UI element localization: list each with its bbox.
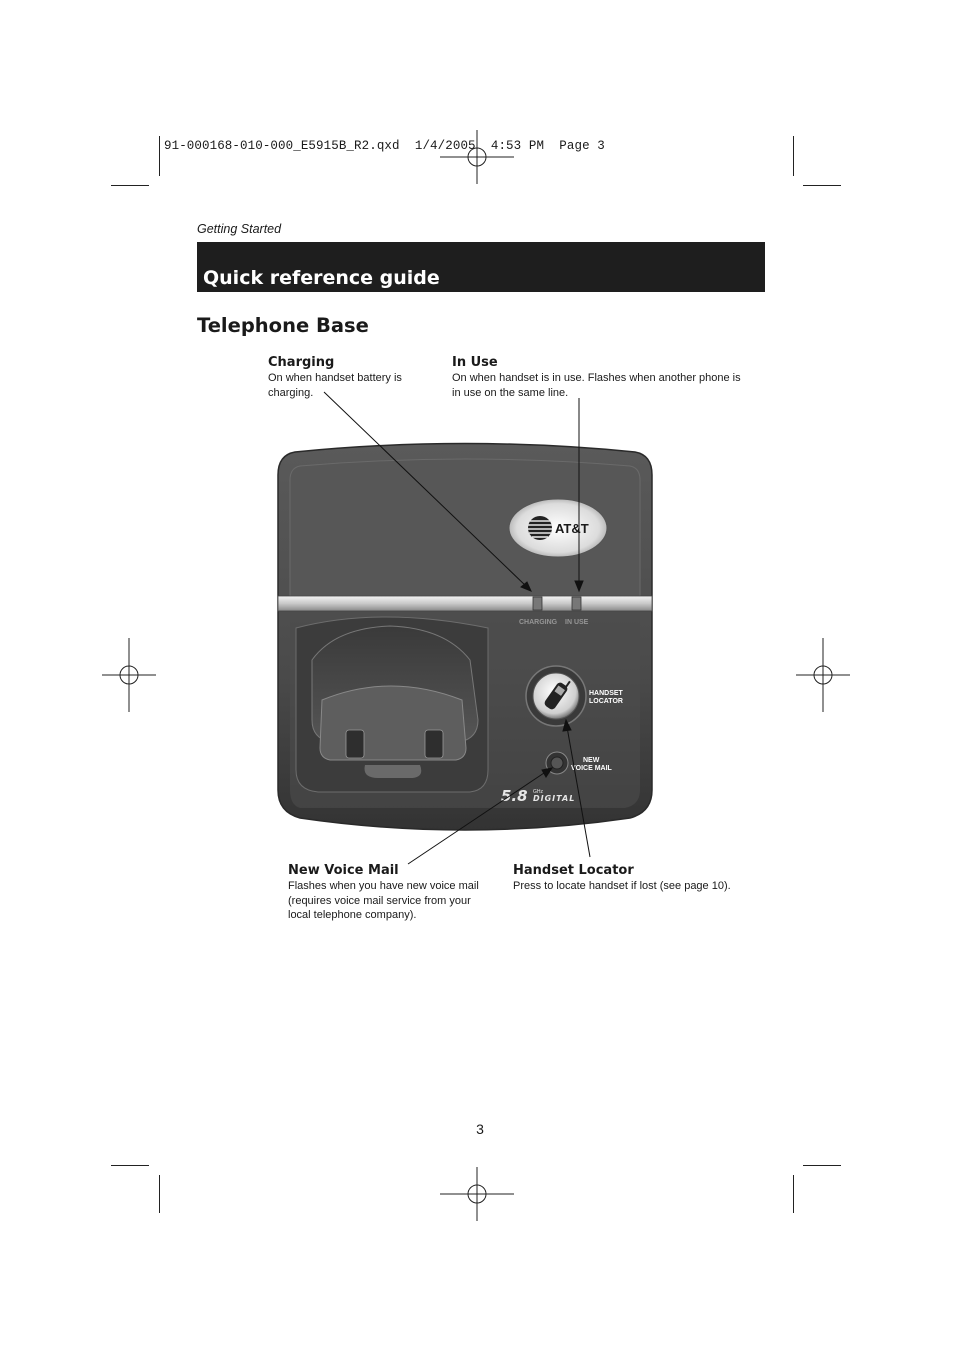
handset-locator-label-line1: HANDSET	[589, 690, 623, 697]
att-globe-icon	[528, 516, 552, 540]
model-suffix: DIGITAL	[533, 794, 576, 803]
in-use-led	[572, 597, 581, 610]
new-voice-mail-led	[551, 757, 563, 769]
model-number: 5.8	[501, 787, 528, 805]
callout-line: (requires voice mail service from your	[288, 894, 471, 907]
callout-line: On when handset battery is	[268, 372, 402, 384]
callout-line: On when handset is in use. Flashes when another phone is	[452, 372, 741, 384]
page-number: 3	[476, 1121, 484, 1137]
logo-text: AT&T	[555, 521, 589, 536]
callout-title: Handset Locator	[513, 863, 634, 878]
handset-locator-label-line2: LOCATOR	[589, 698, 623, 705]
handset-cradle	[296, 617, 488, 792]
charging-contact-left	[346, 730, 364, 758]
callout-line: charging.	[268, 386, 314, 399]
model-unit: GHz	[533, 789, 543, 795]
print-slug: 91-000168-010-000_E5915B_R2.qxd 1/4/2005 4:53 PM Page 3	[164, 139, 605, 153]
new-voice-mail-label-line1: NEW	[583, 757, 600, 764]
callout-line: Flashes when you have new voice mail	[288, 880, 479, 892]
callout-line: local telephone company).	[288, 909, 417, 921]
indicator-bar	[278, 596, 652, 611]
callout-title: Charging	[268, 355, 335, 370]
callout-title: New Voice Mail	[288, 863, 399, 878]
new-voice-mail-label-line2: VOICE MAIL	[571, 765, 612, 772]
callout-line: Press to locate handset if lost (see page 10).	[513, 880, 731, 892]
section-label: Getting Started	[197, 222, 282, 236]
callout-title: In Use	[452, 355, 498, 370]
charging-led	[533, 597, 542, 610]
page-title: Quick reference guide	[203, 267, 440, 289]
callout-line: in use on the same line.	[452, 386, 569, 399]
subheading: Telephone Base	[197, 314, 369, 337]
charging-contact-right	[425, 730, 443, 758]
